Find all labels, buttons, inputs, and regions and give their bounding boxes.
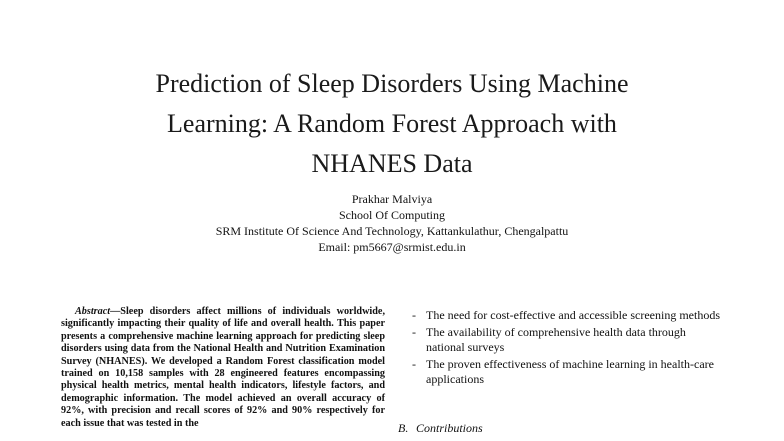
- list-item-text: The proven effectiveness of machine learning in health-care applications: [426, 356, 714, 386]
- list-item: [398, 357, 720, 388]
- bullet-marker: -: [412, 324, 416, 339]
- author-name: Prakhar Malviya: [351, 192, 433, 206]
- abstract-label: Abstract: [75, 306, 111, 317]
- bullet-marker: -: [412, 356, 416, 371]
- subsection-heading: [398, 421, 483, 436]
- subsection-title: Contributions: [416, 421, 483, 435]
- paper-title: [0, 64, 784, 184]
- bullet-marker: -: [412, 308, 416, 322]
- abstract-dash: —: [110, 306, 121, 317]
- title-line-1: Prediction of Sleep Disorders Using Machine: [155, 69, 629, 98]
- list-item: [398, 308, 720, 324]
- title-line-2: Learning: A Random Forest Approach with: [167, 109, 617, 138]
- list-item-text: The availability of comprehensive health data through national surveys: [426, 324, 686, 354]
- author-block: [0, 191, 784, 255]
- motivation-list: [398, 308, 720, 388]
- list-item: [398, 325, 720, 356]
- title-line-3: NHANES Data: [311, 149, 473, 178]
- list-item-text: The need for cost-effective and accessible screening methods: [426, 308, 720, 322]
- right-column: [398, 308, 720, 389]
- author-institution: SRM Institute Of Science And Technology, Kattankulathur, Chengalpattu: [215, 224, 569, 238]
- author-email: Email: pm5667@srmist.edu.in: [318, 240, 466, 254]
- author-department: School Of Computing: [338, 208, 445, 222]
- abstract-text: Sleep disorders affect millions of individuals worldwide, significantly impacting their quality of life and overall health. This paper presents a comprehensive machine learning approach for predicting sleep disorders using data from the National Health and Nutrition Examination Survey (NHANES). We developed a Random Forest classification model trained on 10,158 samples with 28 engineered features encompassing physical health metrics, mental health indicators, lifestyle factors, and demographic information. The model achieved an overall accuracy of 92%, with precision and recall scores of 92% and 90% respectively for each issue that was tested in the: [61, 306, 385, 429]
- abstract-paragraph: [61, 306, 385, 430]
- subsection-number: B.: [398, 421, 409, 435]
